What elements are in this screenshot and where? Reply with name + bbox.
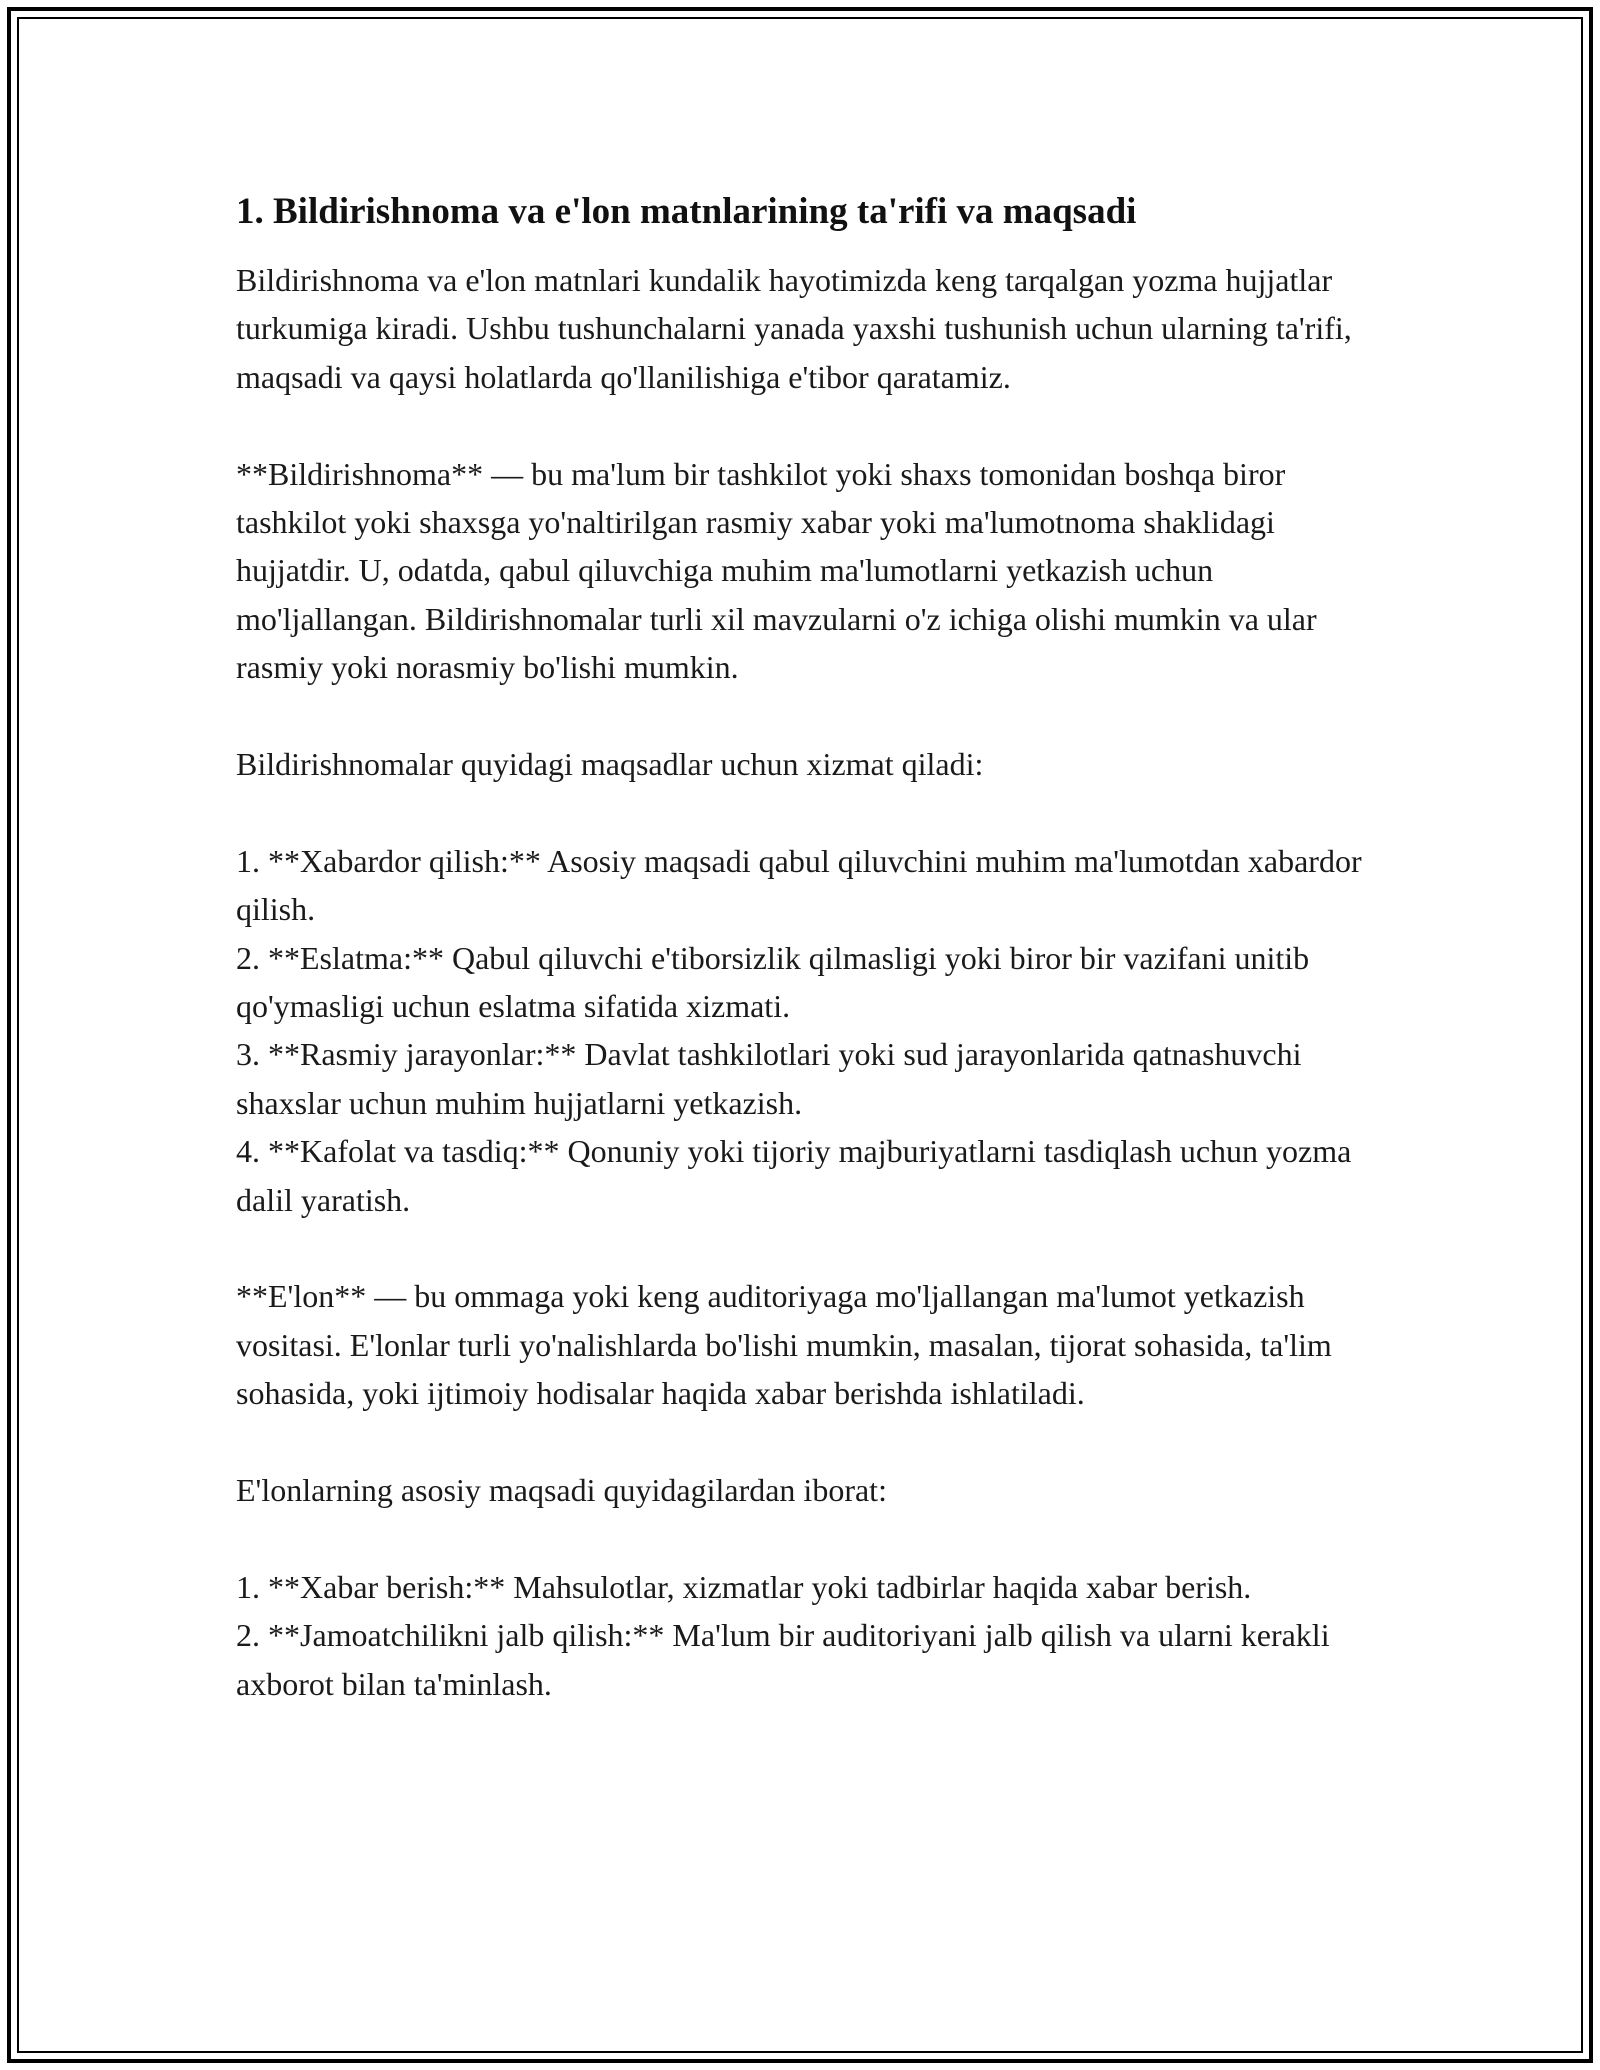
list-item: 4. **Kafolat va tasdiq:** Qonuniy yoki tijoriy majburiyatlarni tasdiqlash uchun yozma dalil yaratish.	[236, 1133, 1352, 1218]
document-body	[236, 188, 1396, 1756]
elon-purposes-list	[236, 1563, 1396, 1708]
section-heading: 1. Bildirishnoma va e'lon matnlarining ta'rifi va maqsadi	[236, 191, 1137, 232]
intro-paragraph: Bildirishnoma va e'lon matnlari kundalik hayotimizda keng tarqalgan yozma hujjatlar turkumiga kiradi. Ushbu tushunchalarni yanada yaxshi tushunish uchun ularning ta'rifi, maqsadi va qaysi holatlarda qo'llanilishiga e'tibor qaratamiz.	[236, 262, 1352, 395]
bildirishnoma-purposes-intro: Bildirishnomalar quyidagi maqsadlar uchun xizmat qiladi:	[236, 746, 984, 783]
list-item: 1. **Xabar berish:** Mahsulotlar, xizmatlar yoki tadbirlar haqida xabar berish.	[236, 1568, 1252, 1605]
list-item: 3. **Rasmiy jarayonlar:** Davlat tashkilotlari yoki sud jarayonlarida qatnashuvchi shaxslar uchun muhim hujjatlarni yetkazish.	[236, 1036, 1302, 1121]
list-item: 1. **Xabardor qilish:** Asosiy maqsadi qabul qiluvchini muhim ma'lumotdan xabardor qilish.	[236, 842, 1362, 928]
bildirishnoma-definition: **Bildirishnoma** — bu ma'lum bir tashkilot yoki shaxs tomonidan boshqa biror tashkilot yoki shaxsga yo'naltirilgan rasmiy xabar yoki ma'lumotnoma shaklidagi hujjatdir. U, odatda, qabul qiluvchiga muhim ma'lumotlarni yetkazish uchun mo'ljallangan. Bildirishnomalar turli xil mavzularni o'z ichiga olishi mumkin va ular rasmiy yoki norasmiy bo'lishi mumkin.	[236, 455, 1317, 686]
bildirishnoma-purposes-list	[236, 837, 1396, 1224]
elon-definition: **E'lon** — bu ommaga yoki keng auditoriyaga mo'ljallangan ma'lumot yetkazish vositasi. E'lonlar turli yo'nalishlarda bo'lishi mumkin, masalan, tijorat sohasida, ta'lim sohasida, yoki ijtimoiy hodisalar haqida xabar berishda ishlatiladi.	[236, 1278, 1332, 1412]
list-item: 2. **Eslatma:** Qabul qiluvchi e'tiborsizlik qilmasligi yoki biror bir vazifani unitib qo'ymasligi uchun eslatma sifatida xizmati.	[236, 939, 1310, 1025]
list-item: 2. **Jamoatchilikni jalb qilish:** Ma'lum bir auditoriyani jalb qilish va ularni kerakli axborot bilan ta'minlash.	[236, 1617, 1330, 1702]
elon-purposes-intro: E'lonlarning asosiy maqsadi quyidagilardan iborat:	[236, 1472, 887, 1509]
